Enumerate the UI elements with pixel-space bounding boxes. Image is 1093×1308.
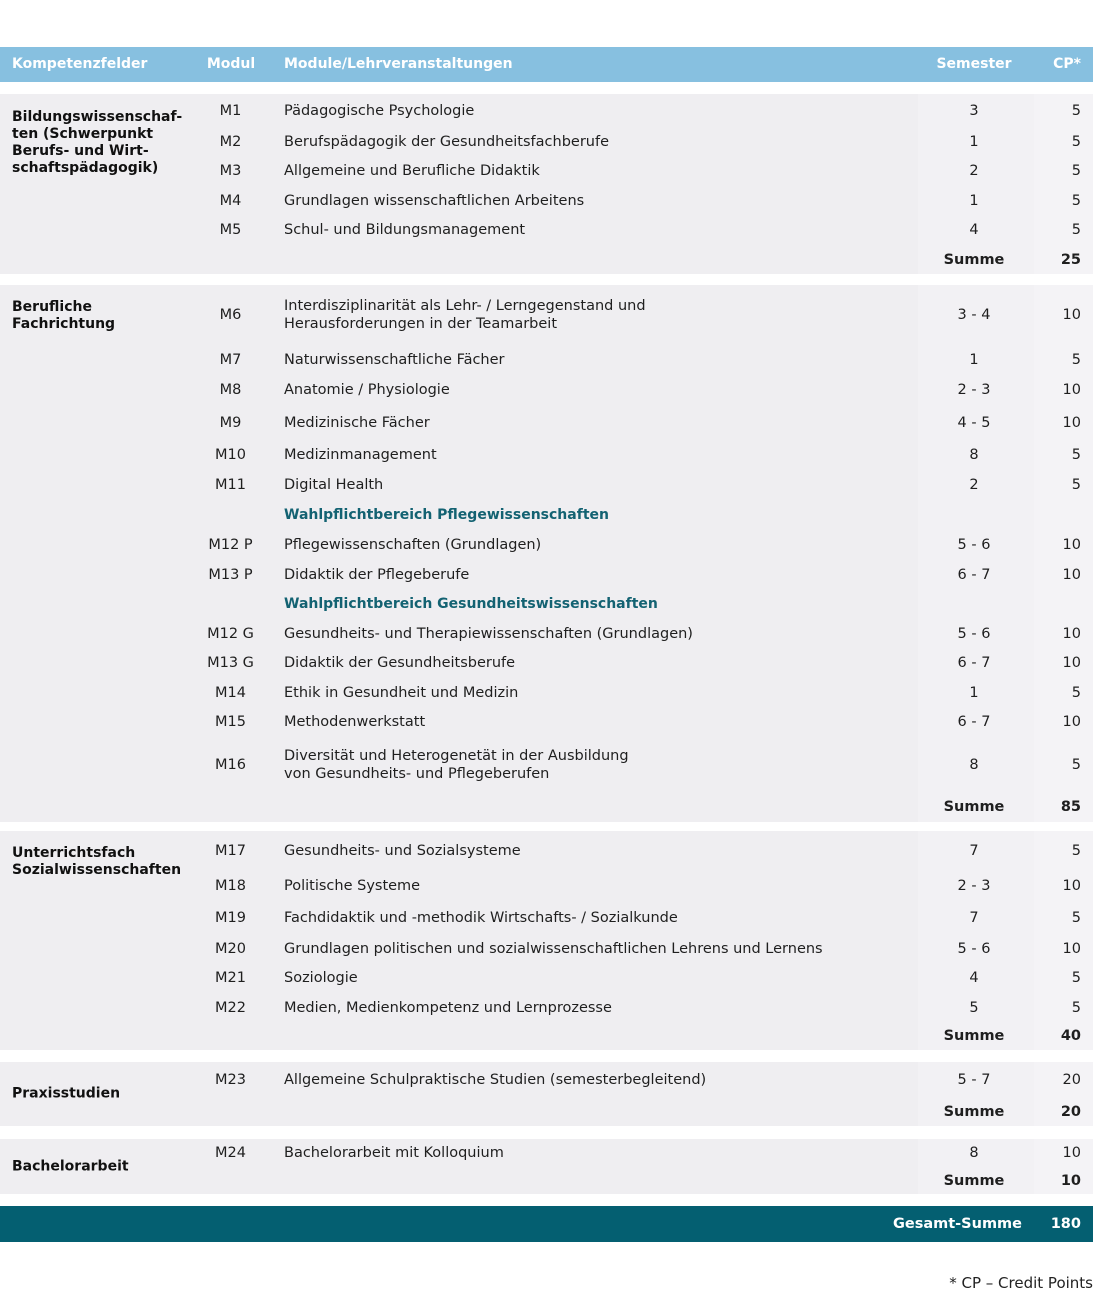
header-cp: CP* (1053, 56, 1081, 72)
module-description-line: Didaktik der Pflegeberufe (284, 566, 470, 583)
competence-field-line: Praxisstudien (12, 1085, 121, 1102)
module-code: M6 (219, 307, 242, 323)
module-description (284, 969, 358, 987)
semester-value: 8 (969, 446, 979, 463)
module-code: M2 (219, 133, 242, 150)
module-description (284, 1144, 504, 1162)
module-code: M24 (215, 1145, 246, 1161)
cp-value: 10 (1062, 625, 1081, 642)
semester-value: 7 (969, 910, 979, 926)
module-description (284, 476, 383, 494)
table-row (0, 530, 1093, 560)
competence-field-line: Berufliche (12, 299, 92, 315)
module-code: M8 (219, 381, 242, 398)
module-description-line: Gesundheits- und Therapiewissenschaften (Grundlagen) (284, 625, 693, 642)
module-code: M21 (215, 970, 246, 986)
module-code: M23 (215, 1072, 246, 1088)
table-row (0, 186, 1093, 215)
module-description (284, 909, 678, 927)
module-description (284, 536, 541, 554)
module-code: M9 (219, 414, 242, 431)
semester-value: 5 - 6 (957, 940, 991, 957)
module-description (284, 877, 420, 895)
module-description-line: Berufspädagogik der Gesundheitsfachberufe (284, 133, 609, 150)
header-module: Modul (206, 56, 256, 72)
module-description-line: Medizinische Fächer (284, 414, 430, 431)
table-row (0, 962, 1093, 994)
cp-value: 5 (1071, 222, 1081, 238)
sum-value: 20 (1060, 1104, 1081, 1120)
table-row (0, 737, 1093, 792)
competence-group (0, 94, 1093, 274)
sum-value: 10 (1060, 1172, 1081, 1189)
module-description (284, 747, 629, 783)
cp-value: 10 (1062, 940, 1081, 957)
sum-value: 40 (1060, 1028, 1081, 1044)
cp-value: 10 (1062, 714, 1081, 730)
module-description (284, 381, 450, 399)
module-description-line: Gesundheits- und Sozialsysteme (284, 842, 521, 859)
header-field: Kompetenzfelder (12, 56, 148, 72)
semester-value: 1 (969, 351, 979, 368)
module-description (284, 940, 823, 958)
header-courses: Module/Lehrveranstaltungen (284, 56, 513, 72)
module-description-line: Methodenwerkstatt (284, 714, 426, 730)
module-code: M16 (215, 756, 246, 773)
cp-value: 10 (1062, 414, 1081, 431)
module-description-line: Digital Health (284, 476, 384, 493)
module-description (284, 446, 437, 464)
elective-subheading: Wahlpflichtbereich Pflegewissenschaften (284, 507, 609, 523)
module-description (284, 625, 693, 643)
total-row (0, 1206, 1093, 1242)
semester-value: 4 (969, 970, 979, 986)
table-row (0, 469, 1093, 500)
semester-value: 2 - 3 (957, 877, 991, 894)
module-description-line: Naturwissenschaftliche Fächer (284, 351, 505, 368)
module-description (284, 999, 612, 1017)
module-description (284, 566, 469, 584)
cp-value: 5 (1071, 163, 1081, 179)
table-row (0, 935, 1093, 962)
cp-value: 5 (1071, 102, 1081, 119)
cp-value: 5 (1071, 446, 1081, 463)
cp-value: 5 (1071, 192, 1081, 209)
module-description-line: Grundlagen politischen und sozialwissenschaftlichen Lehrens und Lernens (284, 940, 823, 957)
table-row (0, 94, 1093, 127)
semester-value: 1 (969, 133, 979, 150)
module-description (284, 654, 515, 672)
module-description (284, 102, 474, 120)
module-description-line: Pädagogische Psychologie (284, 102, 475, 119)
semester-value: 5 (969, 1000, 979, 1016)
sum-label: Summe (943, 1104, 1005, 1120)
competence-field-line: schaftspädagogik) (12, 160, 159, 176)
cp-value: 10 (1062, 1145, 1081, 1161)
module-description-line: Diversität und Heterogenetät in der Ausbildung (284, 747, 629, 764)
module-description-line: Politische Systeme (284, 877, 421, 894)
table-row (0, 215, 1093, 245)
module-description-line: Bachelorarbeit mit Kolloquium (284, 1145, 504, 1161)
table-row (0, 440, 1093, 469)
cp-value: 5 (1071, 970, 1081, 986)
module-code: M10 (215, 446, 246, 463)
semester-value: 2 - 3 (957, 381, 991, 398)
semester-value: 6 - 7 (957, 566, 991, 583)
module-code: M4 (219, 192, 242, 209)
table-row (0, 831, 1093, 870)
competence-field-line: Sozialwissenschaften (12, 862, 182, 878)
semester-value: 2 (969, 476, 979, 493)
semester-value: 6 - 7 (957, 714, 991, 730)
table-row (0, 619, 1093, 648)
table-row (0, 156, 1093, 186)
module-description (284, 414, 430, 432)
module-description (284, 842, 521, 860)
module-code: M3 (219, 163, 242, 179)
semester-value: 3 (969, 102, 979, 119)
semester-value: 4 - 5 (957, 414, 991, 431)
module-description (284, 221, 525, 239)
footnote: * CP – Credit Points (949, 1274, 1093, 1292)
semester-value: 3 - 4 (957, 307, 991, 323)
cp-value: 10 (1062, 877, 1081, 894)
semester-value: 5 - 7 (957, 1072, 991, 1088)
module-code: M22 (215, 1000, 246, 1016)
module-description-line: von Gesundheits- und Pflegeberufen (284, 765, 550, 782)
module-description-line: Ethik in Gesundheit und Medizin (284, 684, 519, 701)
module-code: M5 (219, 222, 242, 238)
module-description-line: Fachdidaktik und -methodik Wirtschafts- / Sozialkunde (284, 910, 678, 926)
table-row (0, 127, 1093, 156)
sum-row (0, 245, 1093, 274)
module-description (284, 192, 584, 210)
table-row (0, 560, 1093, 589)
module-code: M1 (219, 102, 242, 119)
module-code: M14 (215, 684, 246, 701)
module-description (284, 713, 425, 731)
module-description-line: Soziologie (284, 970, 358, 986)
sum-label: Summe (943, 251, 1005, 268)
module-description-line: Didaktik der Gesundheitsberufe (284, 655, 516, 671)
module-description-line: Schul- und Bildungsmanagement (284, 222, 526, 238)
module-code: M13 P (208, 566, 253, 583)
header-semester: Semester (936, 56, 1012, 72)
module-description (284, 162, 540, 180)
total-value: 180 (1050, 1216, 1081, 1232)
module-description-line: Medien, Medienkompetenz und Lernprozesse (284, 1000, 612, 1016)
module-code: M7 (219, 351, 242, 368)
competence-field-line: Bildungswissenschaf- (12, 109, 183, 125)
subheading-row (0, 500, 1093, 530)
module-code: M12 P (208, 537, 253, 553)
module-description-line: Medizinmanagement (284, 446, 437, 463)
module-description (284, 1071, 706, 1089)
module-code: M20 (215, 940, 246, 957)
table-row (0, 707, 1093, 737)
cp-value: 5 (1071, 133, 1081, 150)
sum-row (0, 1098, 1093, 1126)
semester-value: 7 (969, 842, 979, 859)
semester-value: 1 (969, 192, 979, 209)
semester-value: 8 (969, 1145, 979, 1161)
table-row (0, 285, 1093, 345)
table-row (0, 1062, 1093, 1098)
cp-value: 5 (1071, 842, 1081, 859)
competence-group (0, 1062, 1093, 1126)
table-row (0, 374, 1093, 405)
module-code: M12 G (207, 625, 254, 642)
semester-value: 5 - 6 (957, 537, 991, 553)
cp-value: 5 (1071, 910, 1081, 926)
module-description-line: Pflegewissenschaften (Grundlagen) (284, 537, 542, 553)
cp-value: 10 (1062, 655, 1081, 671)
total-label: Gesamt-Summe (892, 1216, 1022, 1232)
competence-field-line: Fachrichtung (12, 316, 116, 332)
sum-label: Summe (943, 1028, 1005, 1044)
elective-subheading: Wahlpflichtbereich Gesundheitswissenschaften (284, 596, 658, 612)
cp-value: 10 (1062, 307, 1081, 323)
sum-row (0, 1022, 1093, 1050)
module-description-line: Interdisziplinarität als Lehr- / Lerngegenstand und (284, 298, 646, 314)
semester-value: 1 (969, 684, 979, 701)
table-row (0, 405, 1093, 440)
competence-field-line: Bachelorarbeit (12, 1158, 129, 1174)
competence-group (0, 285, 1093, 822)
cp-value: 5 (1071, 756, 1081, 773)
sum-label: Summe (943, 1172, 1005, 1189)
module-description-line: Allgemeine und Berufliche Didaktik (284, 163, 540, 179)
table-header (0, 47, 1093, 82)
sum-label: Summe (943, 799, 1005, 815)
semester-value: 4 (969, 222, 979, 238)
module-code: M13 G (207, 655, 254, 671)
table-row (0, 901, 1093, 935)
module-description-line: Herausforderungen in der Teamarbeit (284, 316, 558, 332)
table-row (0, 870, 1093, 901)
sum-row (0, 792, 1093, 822)
module-code: M15 (215, 714, 246, 730)
cp-value: 5 (1071, 351, 1081, 368)
module-code: M11 (215, 476, 246, 493)
competence-group (0, 831, 1093, 1050)
competence-field-line: Unterrichtsfach (12, 845, 136, 861)
cp-value: 10 (1062, 381, 1081, 398)
table-row (0, 345, 1093, 374)
cp-value: 20 (1062, 1072, 1081, 1088)
module-code: M18 (215, 877, 246, 894)
semester-value: 2 (969, 163, 979, 179)
competence-field-line: Berufs- und Wirt- (12, 143, 149, 159)
cp-value: 10 (1062, 537, 1081, 553)
cp-value: 10 (1062, 566, 1081, 583)
module-code: M17 (215, 842, 246, 859)
cp-value: 5 (1071, 476, 1081, 493)
subheading-row (0, 589, 1093, 619)
module-description (284, 297, 646, 333)
sum-value: 85 (1060, 799, 1081, 815)
semester-value: 5 - 6 (957, 625, 991, 642)
module-description-line: Allgemeine Schulpraktische Studien (semesterbegleitend) (284, 1072, 707, 1088)
table-row (0, 678, 1093, 707)
cp-value: 5 (1071, 684, 1081, 701)
semester-value: 6 - 7 (957, 655, 991, 671)
module-code: M19 (215, 910, 246, 926)
cp-value: 5 (1071, 1000, 1081, 1016)
module-description (284, 133, 609, 151)
competence-group (0, 1139, 1093, 1194)
semester-value: 8 (969, 756, 979, 773)
sum-value: 25 (1060, 251, 1081, 268)
module-description (284, 351, 505, 369)
sum-row (0, 1167, 1093, 1194)
module-description-line: Anatomie / Physiologie (284, 381, 450, 398)
competence-field-line: ten (Schwerpunkt (12, 126, 154, 142)
table-row (0, 994, 1093, 1022)
module-description-line: Grundlagen wissenschaftlichen Arbeitens (284, 192, 585, 209)
table-row (0, 648, 1093, 678)
module-description (284, 684, 518, 702)
table-row (0, 1139, 1093, 1167)
